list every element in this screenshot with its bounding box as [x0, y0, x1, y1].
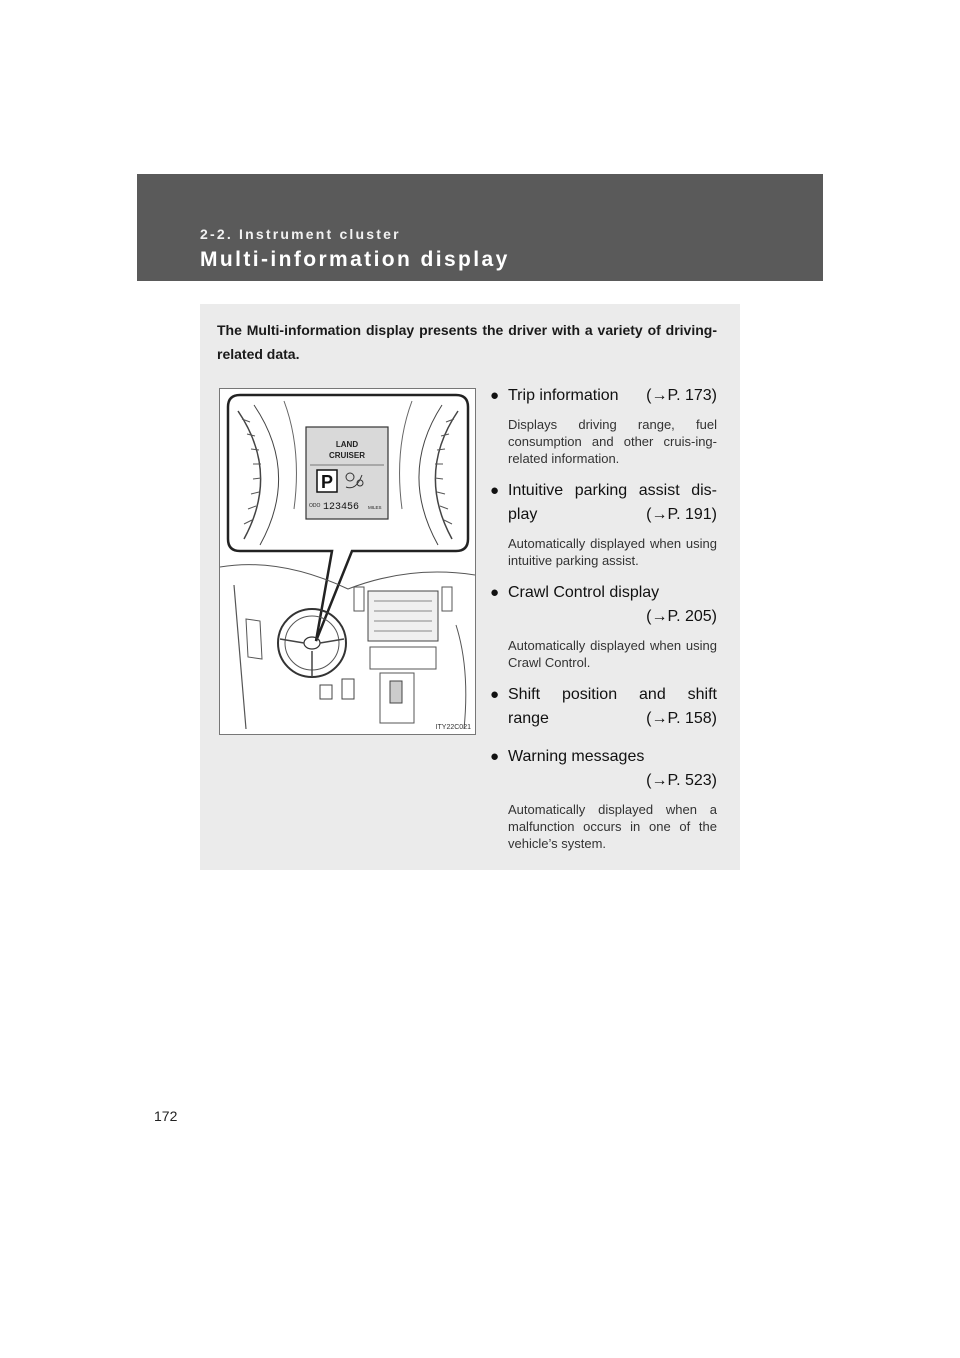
item-title: ● Intuitive parking assist dis- play (→P. 191) — [490, 479, 717, 527]
bullet-icon: ● — [490, 387, 500, 404]
page-number: 172 — [154, 1108, 178, 1124]
section-label: 2-2. Instrument cluster — [200, 226, 401, 242]
list-item — [490, 384, 717, 467]
display-line1: LAND — [335, 440, 359, 449]
item-title: ● Crawl Control display (→P. 205) — [490, 581, 717, 629]
item-description: Displays driving range, fuel consumption and other cruis-ing-related information. — [508, 417, 717, 466]
content-panel — [200, 304, 740, 870]
page-reference[interactable]: (→P. 173) — [646, 387, 717, 404]
bullet-icon: ● — [490, 686, 500, 703]
section-header — [137, 174, 823, 281]
bullet-icon: ● — [490, 584, 500, 601]
item-title: ● Trip information (→P. 173) — [490, 384, 717, 408]
item-list — [490, 384, 717, 852]
odo-label: ODO — [309, 503, 321, 509]
list-item — [490, 683, 717, 731]
item-title: ● Shift position and shift range (→P. 158) — [490, 683, 717, 731]
cluster-drawing — [220, 389, 475, 734]
page-title: Multi-information display — [200, 248, 510, 271]
figure-code: ITY22C021 — [435, 724, 471, 731]
item-title: ● Warning messages (→P. 523) — [490, 745, 717, 793]
page-reference[interactable]: (→P. 205) — [646, 608, 717, 625]
bullet-icon: ● — [490, 482, 500, 499]
page-reference[interactable]: (→P. 158) — [646, 710, 717, 727]
intro-text: The Multi-information display presents the driver with a variety of driving-related data. — [217, 322, 717, 362]
odo-unit: MILES — [368, 505, 382, 510]
instrument-cluster-illustration — [219, 388, 476, 735]
odo-value: 123456 — [323, 502, 360, 513]
page-reference[interactable]: (→P. 523) — [646, 772, 717, 789]
page-reference[interactable]: (→P. 191) — [646, 506, 717, 523]
shift-letter: P — [320, 472, 334, 492]
list-item — [490, 479, 717, 569]
list-item — [490, 581, 717, 671]
item-description: Automatically displayed when using intuitive parking assist. — [508, 536, 717, 568]
list-item — [490, 745, 717, 852]
display-line2: CRUISER — [328, 451, 366, 460]
bullet-icon: ● — [490, 748, 500, 765]
item-description: Automatically displayed when using Crawl Control. — [508, 638, 717, 670]
item-description: Automatically displayed when a malfunction occurs in one of the vehicle’s system. — [508, 802, 717, 851]
